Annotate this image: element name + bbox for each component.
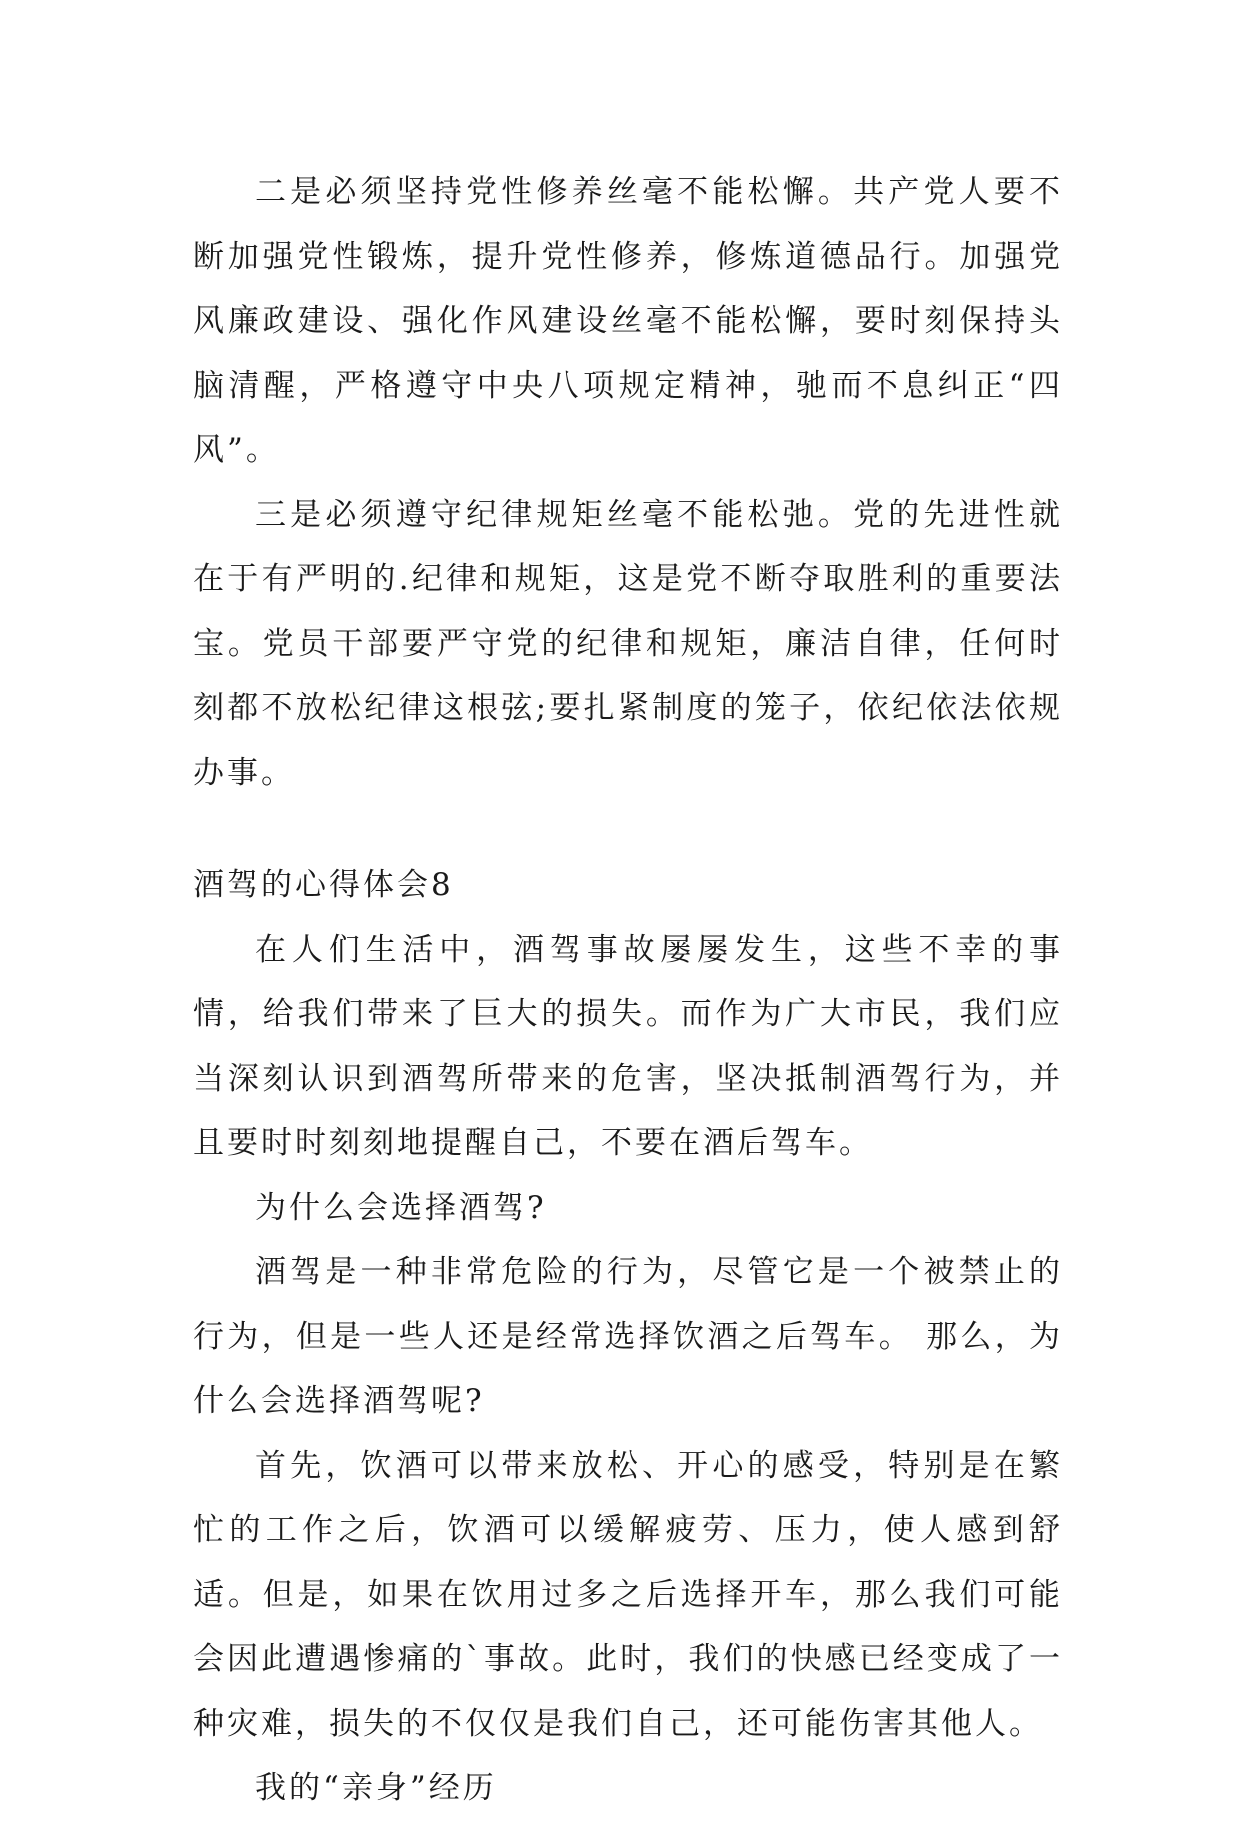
paragraph-party-cultivation: 二是必须坚持党性修养丝毫不能松懈。共产党人要不断加强党性锻炼，提升党性修养，修炼道德品行。加强党风廉政建设、强化作风建设丝毫不能松懈，要时刻保持头脑清醒，严格遵守中央八项规定精神，驰而不息纠正“四风”。	[193, 174, 1063, 468]
paragraph-drunk-driving-intro: 在人们生活中，酒驾事故屡屡发生，这些不幸的事情，给我们带来了巨大的损失。而作为广大市民，我们应当深刻认识到酒驾所带来的危害，坚决抵制酒驾行为，并且要时时刻刻地提醒自己，不要在酒后驾车。	[193, 931, 1063, 1161]
subheading-why-drunk-driving: 为什么会选择酒驾?	[255, 1189, 547, 1226]
subheading-personal-experience: 我的“亲身”经历	[255, 1770, 497, 1806]
paragraph-discipline-rules: 三是必须遵守纪律规矩丝毫不能松弛。党的先进性就在于有严明的.纪律和规矩，这是党不断夺取胜利的重要法宝。党员干部要严守党的纪律和规矩，廉洁自律，任何时刻都不放松纪律这根弦;要扎紧制度的笼子，依纪依法依规办事。	[193, 496, 1063, 791]
document-body	[193, 160, 1063, 1821]
section-heading: 酒驾的心得体会8	[193, 867, 454, 903]
paragraph-first-reason: 首先，饮酒可以带来放松、开心的感受，特别是在繁忙的工作之后，饮酒可以缓解疲劳、压力，使人感到舒适。但是，如果在饮用过多之后选择开车，那么我们可能会因此遭遇惨痛的`事故。此时，我们的快感已经变成了一种灾难，损失的不仅仅是我们自己，还可能伤害其他人。	[193, 1447, 1063, 1742]
paragraph-dangerous-behavior: 酒驾是一种非常危险的行为，尽管它是一个被禁止的行为，但是一些人还是经常选择饮酒之后驾车。 那么，为什么会选择酒驾呢?	[193, 1254, 1063, 1419]
